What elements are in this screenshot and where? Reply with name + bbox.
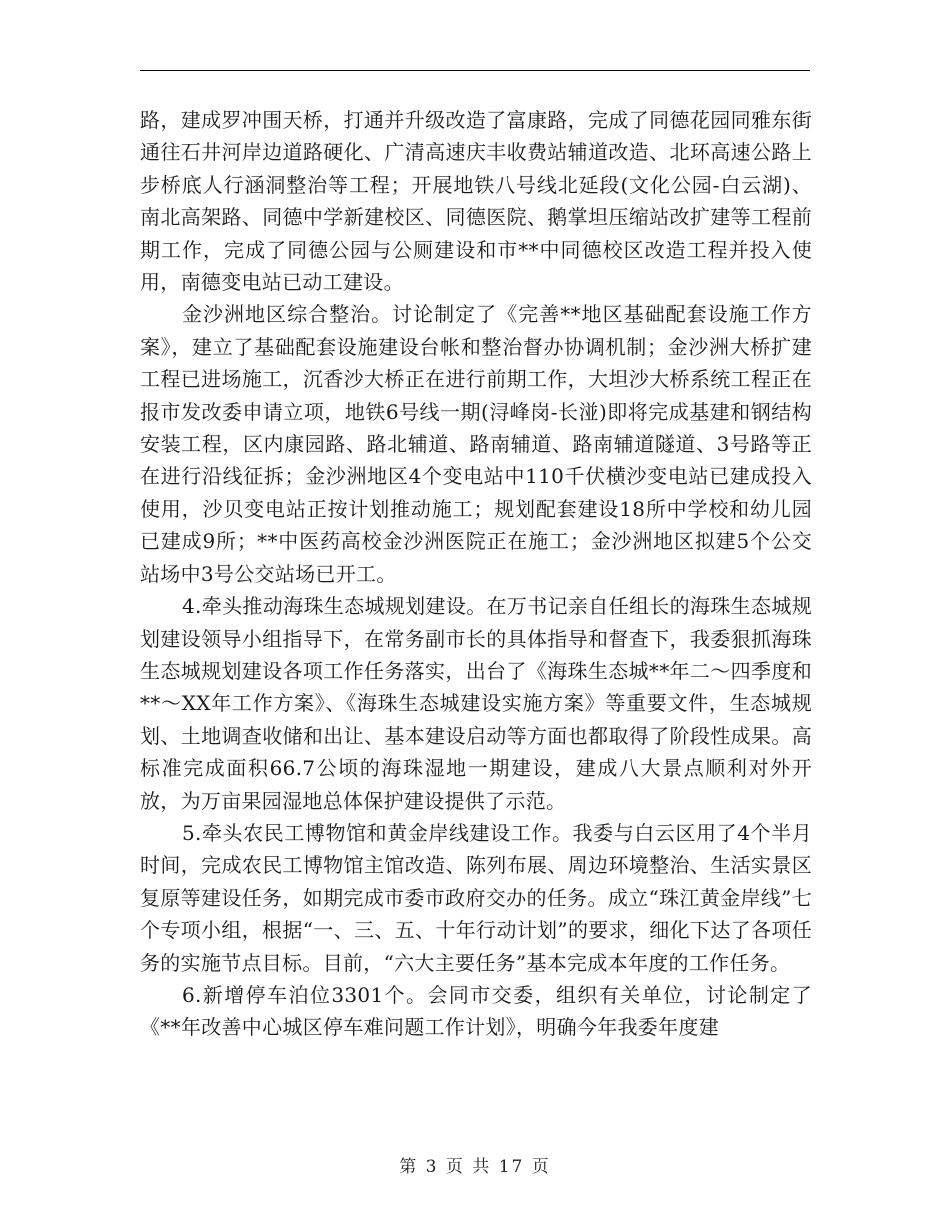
page-footer: 第 3 页 共 17 页 xyxy=(399,1157,551,1177)
header-rule xyxy=(140,70,810,71)
document-body xyxy=(140,104,812,1044)
paragraph-2: 金沙洲地区综合整治。讨论制定了《完善**地区基础配套设施工作方案》，建立了基础配套设施建设台帐和整治督办协调机制；金沙洲大桥扩建工程已进场施工，沉香沙大桥正在进行前期工作，大坦沙大桥系统工程正在报市发改委申请立项，地铁6号线一期(浔峰岗-长湴)即将完成基建和钢结构安装工程，区内康园路、路北辅道、路南辅道、路南辅道隧道、3号路等正在进行沿线征拆；金沙洲地区4个变电站中110千伏横沙变电站已建成投入使用，沙贝变电站正按计划推动施工；规划配套建设18所中学校和幼儿园已建成9所；**中医药高校金沙洲医院正在施工；金沙洲地区拟建5个公交站场中3号公交站场已开工。 xyxy=(140,302,812,586)
paragraph-3: 4.牵头推动海珠生态城规划建设。在万书记亲自任组长的海珠生态城规划建设领导小组指导下，在常务副市长的具体指导和督查下，我委狠抓海珠生态城规划建设各项工作任务落实，出台了《海珠生态城**年二～四季度和**～XX年工作方案》、《海珠生态城建设实施方案》等重要文件，生态城规划、土地调查收储和出让、基本建设启动等方面也都取得了阶段性成果。高标准完成面积66.7公顷的海珠湿地一期建设，建成八大景点顺利对外开放，为万亩果园湿地总体保护建设提供了示范。 xyxy=(140,594,812,813)
paragraph-1: 路，建成罗冲围天桥，打通并升级改造了富康路，完成了同德花园同雅东街通往石井河岸边道路硬化、广清高速庆丰收费站辅道改造、北环高速公路上步桥底人行涵洞整治等工程；开展地铁八号线北延段(文化公园-白云湖)、南北高架路、同德中学新建校区、同德医院、鹅掌坦压缩站改扩建等工程前期工作，完成了同德公园与公厕建设和市**中同德校区改造工程并投入使用，南德变电站已动工建设。 xyxy=(140,108,812,295)
paragraph-4: 5.牵头农民工博物馆和黄金岸线建设工作。我委与白云区用了4个半月时间，完成农民工博物馆主馆改造、陈列布展、周边环境整治、生活实景区复原等建设任务，如期完成市委市政府交办的任务。成立“珠江黄金岸线”七个专项小组，根据“一、三、五、十年行动计划”的要求，细化下达了各项任务的实施节点目标。目前，“六大主要任务”基本完成本年度的工作任务。 xyxy=(140,820,812,975)
paragraph-5: 6.新增停车泊位3301个。会同市交委，组织有关单位，讨论制定了《**年改善中心城区停车难问题工作计划》，明确今年我委年度建 xyxy=(140,982,812,1040)
